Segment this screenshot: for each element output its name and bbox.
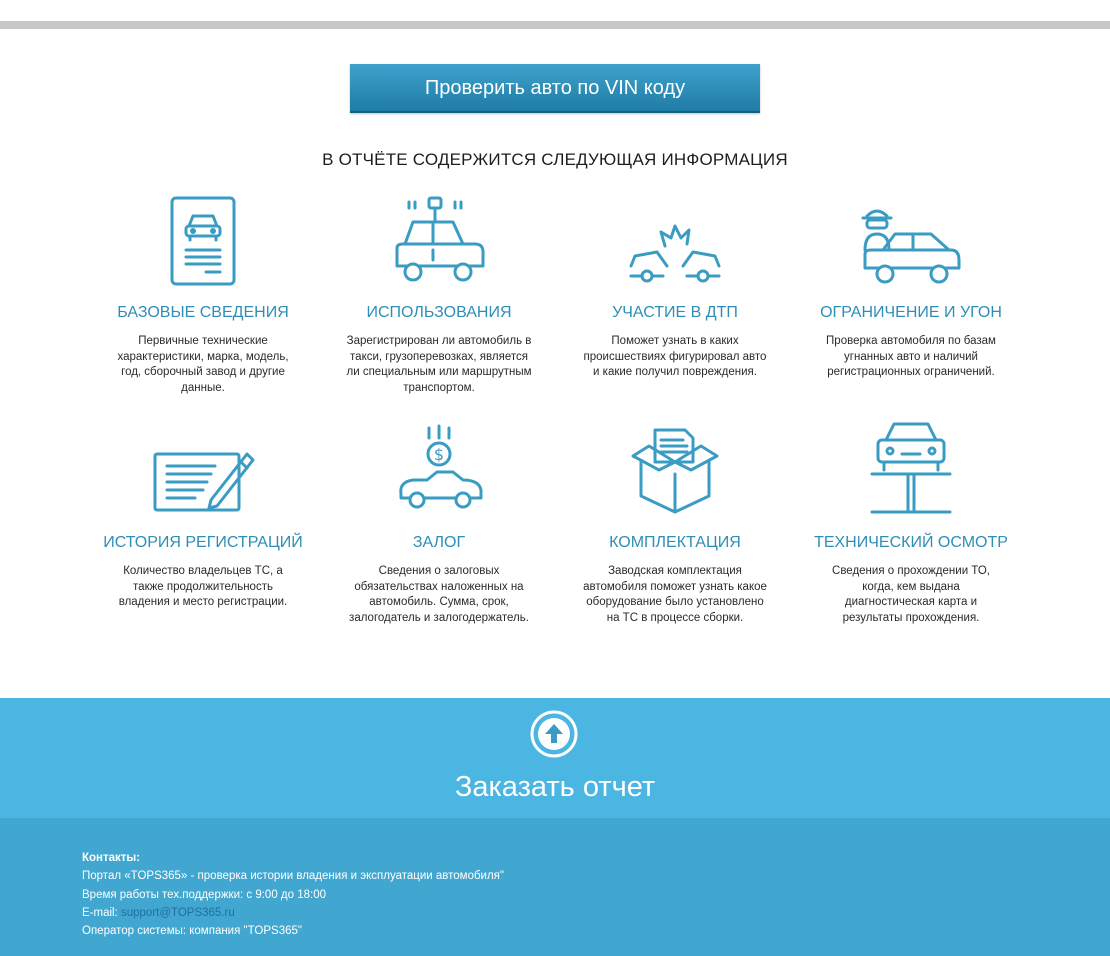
email-link[interactable]: support@TOPS365.ru [120,906,235,919]
feature-title: ИСТОРИЯ РЕГИСТРАЦИЙ [103,534,303,551]
feature-description: Сведения о прохождении ТО, когда, кем выдана диагностическая карта и результаты прохождения. [832,565,990,624]
document-car-icon [85,188,321,286]
feature-registration-history [85,418,321,648]
feature-title: ЗАЛОГ [412,534,466,551]
car-lift-icon [793,418,1029,516]
arrow-up-circle-icon[interactable] [530,710,578,758]
feature-title: ТЕХНИЧЕСКИЙ ОСМОТР [814,534,1008,551]
document-pen-icon [85,418,321,516]
feature-usage [321,188,557,418]
feature-description: Заводская комплектация автомобиля поможет узнать какое оборудование было установлено на ТС в процессе сборки. [583,565,767,624]
operator-line: Оператор системы: компания "TOPS365" [82,925,302,938]
feature-description: Сведения о залоговых обязательствах наложенных на автомобиль. Сумма, срок, залогодатель и залогодержатель. [349,565,529,624]
feature-title: КОМПЛЕКТАЦИЯ [609,534,741,551]
feature-title: ОГРАНИЧЕНИЕ И УГОН [820,304,1002,321]
section-heading: В ОТЧЁТЕ СОДЕРЖИТСЯ СЛЕДУЮЩАЯ ИНФОРМАЦИЯ [322,150,788,169]
feature-description: Зарегистрирован ли автомобиль в такси, грузоперевозках, является ли специальным или маршрутным транспортом. [346,335,532,394]
feature-description: Проверка автомобиля по базам угнанных авто и наличий регистрационных ограничений. [826,335,996,378]
footer-contacts [82,849,504,940]
order-report-link[interactable]: Заказать отчет [454,771,656,803]
portal-line: Портал «TOPS365» - проверка истории владения и эксплуатации автомобиля" [82,870,504,883]
order-report-section [0,698,1110,818]
support-hours: Время работы тех.поддержки: с 9:00 до 18:00 [82,888,326,901]
car-crash-icon [557,188,793,286]
footer [0,818,1110,956]
feature-pledge [321,418,557,648]
feature-title: УЧАСТИЕ В ДТП [612,304,738,321]
feature-title: БАЗОВЫЕ СВЕДЕНИЯ [117,304,289,321]
feature-equipment [557,418,793,648]
email-label: E-mail: [82,906,118,919]
feature-description: Количество владельцев ТС, а также продолжительность владения и место регистрации. [118,565,288,608]
top-divider [0,21,1110,29]
box-document-icon [557,418,793,516]
feature-description: Первичные технические характеристики, марка, модель, год, сборочный завод и другие данные. [117,335,289,394]
thief-car-icon [793,188,1029,286]
taxi-icon [321,188,557,286]
feature-description: Поможет узнать в каких происшествиях фигурировал авто и какие получил повреждения. [583,335,767,378]
feature-accidents [557,188,793,418]
feature-inspection [793,418,1029,648]
feature-restrictions-theft [793,188,1029,418]
feature-title: ИСПОЛЬЗОВАНИЯ [366,304,512,321]
contacts-label: Контакты: [82,852,141,864]
money-car-icon [321,418,557,516]
email-row [82,904,504,922]
features-grid [85,188,1029,648]
check-vin-button[interactable]: Проверить авто по VIN коду [350,64,760,113]
svg-text:$: $ [433,445,445,464]
feature-basic-info [85,188,321,418]
